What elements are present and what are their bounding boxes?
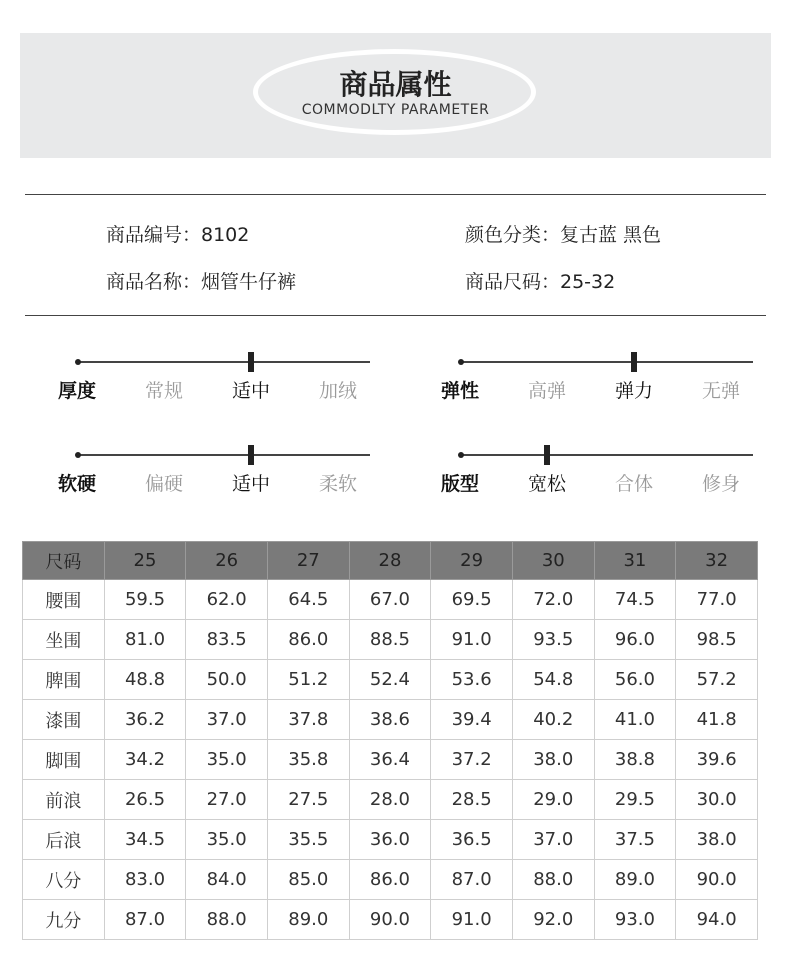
item-size: 商品尺码：25-32	[465, 271, 616, 293]
measure-value: 39.4	[431, 700, 513, 740]
measure-value: 87.0	[431, 860, 513, 900]
scale-track	[461, 454, 753, 456]
measure-value: 69.5	[431, 580, 513, 620]
measure-value: 27.5	[267, 780, 349, 820]
measure-value: 36.4	[349, 740, 431, 780]
size-header-cell: 25	[104, 542, 186, 580]
measure-value: 37.0	[186, 700, 268, 740]
table-row	[23, 780, 758, 820]
measure-label: 脾围	[23, 660, 105, 700]
measure-value: 39.6	[676, 740, 758, 780]
measure-value: 81.0	[104, 620, 186, 660]
measure-value: 90.0	[349, 900, 431, 940]
measure-value: 38.0	[676, 820, 758, 860]
measure-value: 96.0	[594, 620, 676, 660]
table-row	[23, 860, 758, 900]
measure-value: 62.0	[186, 580, 268, 620]
measure-value: 35.0	[186, 820, 268, 860]
measure-value: 28.0	[349, 780, 431, 820]
measure-value: 67.0	[349, 580, 431, 620]
measure-value: 86.0	[267, 620, 349, 660]
measure-value: 90.0	[676, 860, 758, 900]
scale-track	[78, 454, 370, 456]
measure-value: 37.8	[267, 700, 349, 740]
measure-value: 41.0	[594, 700, 676, 740]
measure-value: 27.0	[186, 780, 268, 820]
attribute-option: 宽松	[527, 473, 566, 495]
measure-value: 89.0	[594, 860, 676, 900]
size-header-label: 尺码	[23, 542, 105, 580]
measure-value: 37.0	[512, 820, 594, 860]
attribute-option: 柔软	[318, 473, 357, 495]
item-name: 商品名称：烟管牛仔裤	[106, 271, 297, 293]
measure-value: 37.2	[431, 740, 513, 780]
measure-value: 38.8	[594, 740, 676, 780]
measure-value: 98.5	[676, 620, 758, 660]
measure-value: 34.5	[104, 820, 186, 860]
measure-value: 77.0	[676, 580, 758, 620]
measure-label: 漆围	[23, 700, 105, 740]
attribute-label: 软硬	[57, 473, 96, 495]
table-row	[23, 620, 758, 660]
measure-value: 88.0	[186, 900, 268, 940]
table-row	[23, 820, 758, 860]
attribute-option: 偏硬	[144, 473, 183, 495]
measure-value: 26.5	[104, 780, 186, 820]
measure-value: 57.2	[676, 660, 758, 700]
measure-label: 前浪	[23, 780, 105, 820]
measure-value: 29.0	[512, 780, 594, 820]
measure-value: 35.8	[267, 740, 349, 780]
measure-value: 53.6	[431, 660, 513, 700]
measure-value: 30.0	[676, 780, 758, 820]
table-row	[23, 900, 758, 940]
measure-value: 40.2	[512, 700, 594, 740]
color-category: 颜色分类：复古蓝 黑色	[465, 224, 662, 246]
attribute-option: 高弹	[527, 380, 566, 402]
scale-marker	[631, 352, 637, 372]
measure-value: 38.6	[349, 700, 431, 740]
measure-value: 56.0	[594, 660, 676, 700]
measure-value: 50.0	[186, 660, 268, 700]
measure-value: 35.5	[267, 820, 349, 860]
measure-value: 38.0	[512, 740, 594, 780]
measure-value: 91.0	[431, 620, 513, 660]
page-subtitle: COMMODLTY PARAMETER	[301, 102, 490, 118]
attribute-option: 适中	[231, 380, 270, 402]
scale-track	[78, 361, 370, 363]
measure-value: 59.5	[104, 580, 186, 620]
measure-value: 36.5	[431, 820, 513, 860]
divider-top	[25, 194, 766, 195]
measure-value: 93.0	[594, 900, 676, 940]
page-title: 商品属性	[339, 68, 452, 101]
size-header-cell: 32	[676, 542, 758, 580]
item-number: 商品编号：8102	[106, 224, 250, 246]
size-table	[22, 541, 758, 940]
measure-value: 41.8	[676, 700, 758, 740]
measure-value: 34.2	[104, 740, 186, 780]
attribute-option: 常规	[144, 380, 183, 402]
measure-value: 88.0	[512, 860, 594, 900]
attribute-option: 修身	[701, 473, 740, 495]
measure-label: 坐围	[23, 620, 105, 660]
measure-value: 88.5	[349, 620, 431, 660]
attribute-option: 弹力	[614, 380, 653, 402]
measure-value: 92.0	[512, 900, 594, 940]
size-table-header	[23, 542, 758, 580]
attribute-option: 无弹	[701, 380, 740, 402]
header-banner	[20, 33, 771, 158]
measure-value: 83.5	[186, 620, 268, 660]
measure-value: 28.5	[431, 780, 513, 820]
attribute-label: 版型	[440, 473, 479, 495]
measure-value: 83.0	[104, 860, 186, 900]
measure-value: 74.5	[594, 580, 676, 620]
table-row	[23, 740, 758, 780]
attribute-label: 厚度	[57, 380, 96, 402]
table-row	[23, 580, 758, 620]
measure-value: 51.2	[267, 660, 349, 700]
measure-value: 85.0	[267, 860, 349, 900]
scale-marker	[544, 445, 550, 465]
measure-value: 52.4	[349, 660, 431, 700]
measure-value: 87.0	[104, 900, 186, 940]
measure-value: 89.0	[267, 900, 349, 940]
measure-value: 91.0	[431, 900, 513, 940]
measure-value: 36.2	[104, 700, 186, 740]
table-row	[23, 660, 758, 700]
measure-label: 九分	[23, 900, 105, 940]
size-header-cell: 27	[267, 542, 349, 580]
size-header-cell: 29	[431, 542, 513, 580]
scale-track	[461, 361, 753, 363]
attribute-label: 弹性	[440, 380, 479, 402]
measure-label: 腰围	[23, 580, 105, 620]
measure-value: 94.0	[676, 900, 758, 940]
attribute-option: 加绒	[318, 380, 357, 402]
size-header-cell: 31	[594, 542, 676, 580]
measure-value: 37.5	[594, 820, 676, 860]
measure-label: 八分	[23, 860, 105, 900]
measure-value: 29.5	[594, 780, 676, 820]
size-header-cell: 26	[186, 542, 268, 580]
measure-value: 84.0	[186, 860, 268, 900]
scale-start-dot	[75, 452, 81, 458]
scale-marker	[248, 445, 254, 465]
scale-marker	[248, 352, 254, 372]
size-header-cell: 28	[349, 542, 431, 580]
size-header-cell: 30	[512, 542, 594, 580]
measure-value: 86.0	[349, 860, 431, 900]
measure-value: 35.0	[186, 740, 268, 780]
measure-label: 脚围	[23, 740, 105, 780]
attribute-option: 适中	[231, 473, 270, 495]
scale-start-dot	[458, 452, 464, 458]
scale-start-dot	[458, 359, 464, 365]
attribute-option: 合体	[614, 473, 653, 495]
measure-value: 36.0	[349, 820, 431, 860]
table-row	[23, 700, 758, 740]
measure-value: 64.5	[267, 580, 349, 620]
measure-value: 72.0	[512, 580, 594, 620]
divider-bottom	[25, 315, 766, 316]
measure-value: 54.8	[512, 660, 594, 700]
measure-label: 后浪	[23, 820, 105, 860]
measure-value: 93.5	[512, 620, 594, 660]
measure-value: 48.8	[104, 660, 186, 700]
scale-start-dot	[75, 359, 81, 365]
